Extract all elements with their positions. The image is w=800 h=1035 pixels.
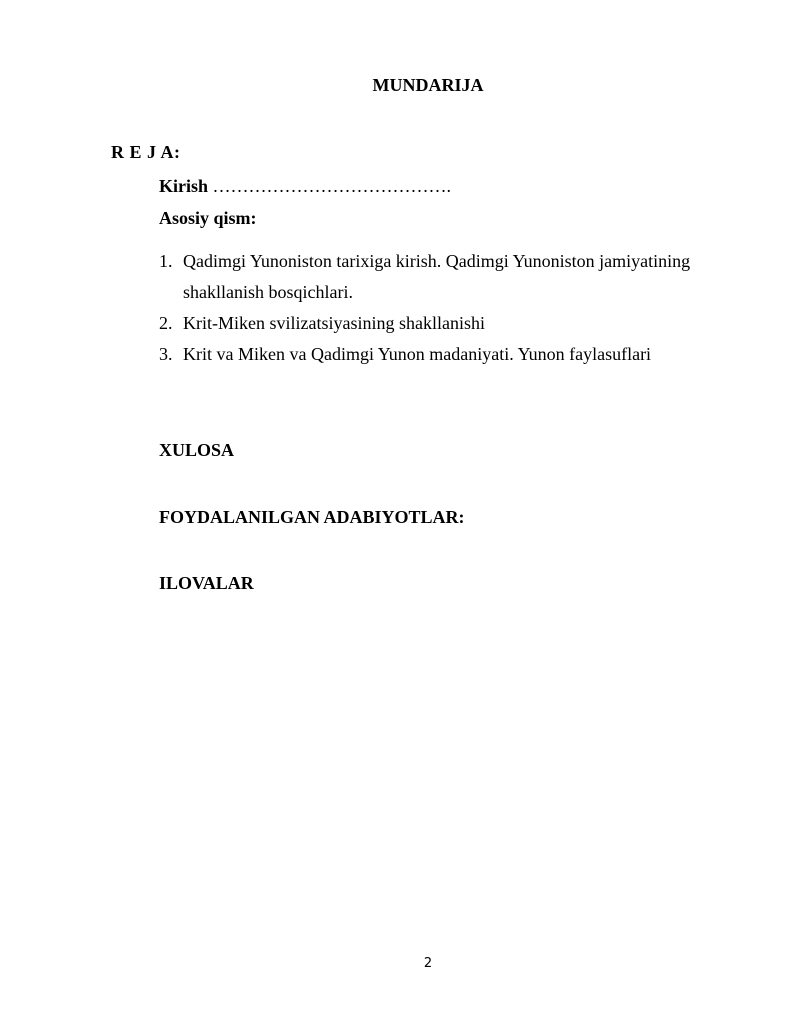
plan-item-text: Krit-Miken svilizatsiyasining shakllanishi	[183, 313, 485, 333]
plan-item	[159, 339, 719, 370]
page-title: MUNDARIJA	[372, 75, 484, 95]
intro-label: Kirish	[159, 176, 209, 196]
plan-item-number: 2.	[159, 313, 173, 333]
plan-list	[159, 246, 719, 370]
plan-heading: R E J A:	[111, 142, 181, 162]
intro-leader-dots: ………………………………….	[208, 176, 452, 196]
main-part-heading: Asosiy qism:	[159, 208, 257, 228]
page-number: 2	[423, 956, 433, 971]
plan-item-number: 1.	[159, 251, 173, 271]
plan-item	[159, 246, 719, 308]
plan-item	[159, 308, 719, 339]
intro-entry	[159, 174, 451, 198]
appendices-heading: ILOVALAR	[159, 573, 254, 593]
plan-item-number: 3.	[159, 344, 173, 364]
references-heading: FOYDALANILGAN ADABIYOTLAR:	[159, 507, 465, 527]
plan-item-text: Qadimgi Yunoniston tarixiga kirish. Qadimgi Yunoniston jamiyatining shakllanish bosqichlari.	[183, 251, 691, 302]
plan-item-text: Krit va Miken va Qadimgi Yunon madaniyati. Yunon faylasuflari	[183, 344, 652, 364]
conclusion-heading: XULOSA	[159, 440, 235, 460]
